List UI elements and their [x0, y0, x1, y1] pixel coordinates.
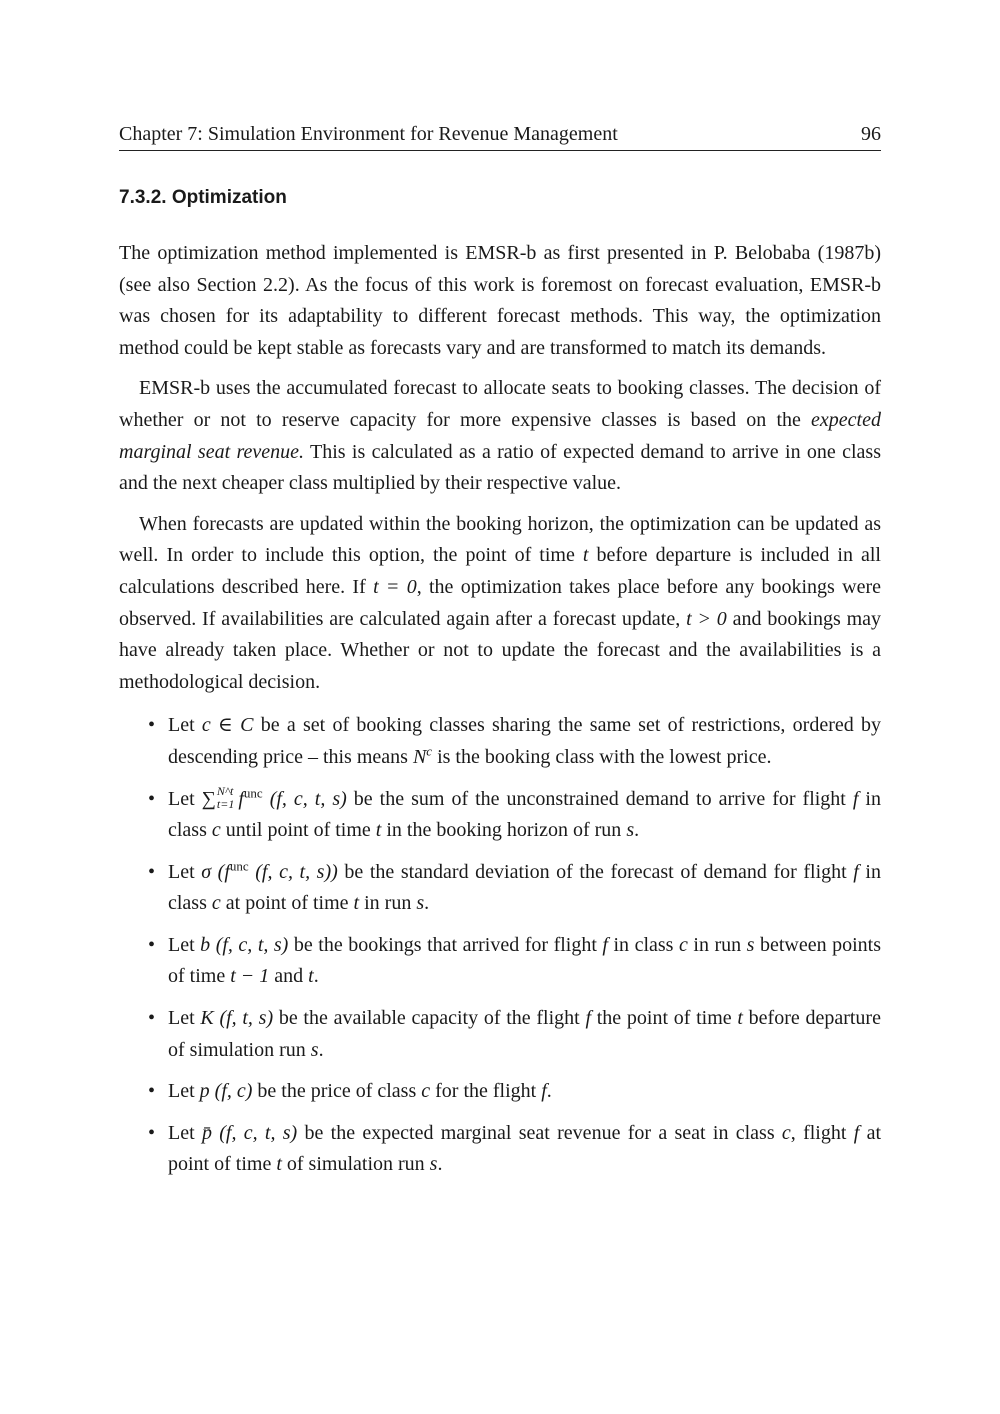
math-symbol: t — [582, 544, 589, 567]
text-run: . — [313, 965, 319, 988]
text-run: of simulation run — [281, 1153, 430, 1176]
text-run: . — [424, 892, 430, 915]
text-run: is the booking class with the lowest price. — [432, 745, 772, 768]
math-symbol: s — [429, 1153, 438, 1176]
math-expression: c ∈ C — [201, 714, 254, 737]
paragraph-2 — [119, 373, 881, 499]
text-run: Let — [168, 714, 202, 737]
math-symbol: f — [585, 1007, 591, 1030]
paragraph-3 — [119, 509, 881, 699]
bullet-icon: • — [148, 714, 156, 737]
math-symbol: t — [353, 892, 360, 915]
bullet-icon: • — [148, 860, 156, 883]
math-expression: (f, c, t, s) — [262, 787, 347, 810]
text-run: in class — [168, 860, 881, 915]
math-expression: t > 0 — [686, 607, 727, 630]
sum-upper-limit: N^t — [216, 783, 234, 798]
math-symbol: c — [211, 819, 221, 842]
bullet-icon: • — [148, 1007, 156, 1030]
text-run: between points of time — [168, 933, 882, 988]
text-run: before departure is included in all calculations described here. If — [119, 544, 881, 598]
bullet-icon: • — [148, 787, 156, 810]
text-run: When forecasts are updated within the booking horizon, the optimization can be updated as well. In order to include this option, the point of time — [119, 512, 881, 567]
text-run: be the sum of the unconstrained demand to arrive for flight — [346, 787, 853, 810]
list-item — [148, 783, 881, 847]
sum-symbol: ∑ — [201, 787, 216, 810]
text-run: be the expected marginal seat revenue for a seat in class — [297, 1121, 782, 1144]
paragraph-1: The optimization method implemented is EMSR-b as first presented in P. Belobaba (1987b) (see also Section 2.2). As the focus of this work is foremost on forecast evaluation, EMSR-b was chosen for its adaptability to different forecast methods. This way, the optimization method could be kept stable as forecasts vary and are transformed to match its demands. — [119, 242, 881, 359]
bullet-icon: • — [148, 1121, 156, 1144]
math-expression: t = 0 — [373, 575, 417, 598]
math-symbol: s — [310, 1038, 319, 1061]
math-expression — [412, 743, 433, 768]
math-symbol: c — [421, 1080, 431, 1103]
list-item — [148, 857, 881, 920]
list-item — [148, 1003, 881, 1066]
math-symbol: s — [416, 892, 425, 915]
text-run: in class — [607, 933, 679, 956]
text-run: and — [269, 965, 309, 988]
text-run: . — [546, 1080, 552, 1103]
text-run: and bookings may have already taken place. Whether or not to update the forecast and the availabilities is a methodological decision. — [119, 607, 882, 693]
math-symbol: f — [541, 1080, 547, 1103]
text-run: in run — [359, 892, 417, 915]
math-symbol: N — [412, 745, 427, 768]
math-symbol: f — [602, 933, 608, 956]
text-run: at point of time — [168, 1121, 882, 1176]
math-symbol: f — [853, 1121, 860, 1144]
math-expression: p (f, c) — [199, 1080, 253, 1103]
math-expression: K (f, t, s) — [200, 1007, 274, 1030]
math-symbol: f — [852, 787, 859, 810]
bullet-icon: • — [148, 1080, 156, 1103]
text-run: be a set of booking classes sharing the same set of restrictions, ordered by descending price – this means — [168, 714, 882, 768]
page-number: 96 — [861, 123, 881, 145]
math-symbol: c — [211, 892, 221, 915]
definition-list — [119, 710, 881, 1181]
bullet-icon: • — [148, 933, 156, 956]
math-expression: t − 1 — [230, 965, 270, 988]
chapter-title: Chapter 7: Simulation Environment for Revenue Management — [119, 123, 618, 145]
document-page — [119, 0, 881, 1414]
running-header — [119, 121, 881, 151]
math-symbol: f — [853, 860, 859, 883]
math-superscript: unc — [243, 784, 263, 800]
text-run: at point of time — [220, 892, 354, 915]
math-expression: σ (f — [201, 860, 230, 883]
text-run: before departure of simulation run — [168, 1007, 881, 1061]
section-heading: 7.3.2. Optimization — [119, 187, 287, 208]
sum-lower-limit: t=1 — [216, 796, 235, 811]
text-run: be the bookings that arrived for flight — [288, 933, 603, 956]
text-run: . — [318, 1038, 324, 1061]
text-run: This is calculated as a ratio of expected demand to arrive in one class and the next cheaper class multiplied by their respective value. — [119, 440, 881, 495]
list-item — [148, 710, 882, 773]
sum-limits — [217, 785, 234, 811]
math-symbol: t — [276, 1153, 282, 1176]
text-run: EMSR-b uses the accumulated forecast to allocate seats to booking classes. The decision of whether or not to reserve capacity for more expensive classes is based on the — [119, 377, 881, 431]
text-run: Let — [168, 787, 202, 810]
text-run: , the optimization takes place before any bookings were observed. If availabilities are calculated again after a forecast update, — [119, 575, 881, 630]
math-symbol: c — [678, 933, 688, 956]
text-run: Let — [168, 1007, 201, 1030]
text-run: the point of time — [591, 1007, 738, 1030]
emphasis-term: expected marginal seat revenue. — [119, 408, 881, 463]
math-symbol: f — [238, 787, 244, 810]
text-run: Let — [168, 860, 202, 883]
text-run: in run — [687, 933, 747, 956]
text-run: in the booking horizon of run — [381, 819, 627, 842]
text-run: Let — [168, 1121, 202, 1144]
text-run: until point of time — [220, 819, 376, 842]
math-superscript: unc — [229, 858, 249, 874]
body-text — [119, 238, 881, 1191]
math-symbol: s — [746, 933, 755, 956]
text-run: be the available capacity of the flight — [273, 1007, 586, 1030]
list-item — [148, 1076, 881, 1108]
math-symbol: t — [308, 965, 314, 988]
text-run: . — [437, 1153, 443, 1176]
math-expression: b (f, c, t, s) — [200, 933, 289, 956]
text-run: in class — [168, 787, 881, 842]
math-symbol: s — [626, 819, 635, 842]
list-item — [148, 930, 882, 993]
text-run: Let — [168, 933, 201, 956]
math-expression: p̄ (f, c, t, s) — [201, 1121, 298, 1144]
text-run: . — [634, 819, 640, 842]
math-superscript: c — [426, 743, 433, 759]
math-expression: (f, c, t, s)) — [248, 860, 338, 883]
list-item — [148, 1118, 882, 1181]
text-run: be the standard deviation of the forecast of demand for flight — [337, 860, 854, 883]
text-run: , flight — [790, 1121, 854, 1144]
math-symbol: t — [375, 819, 382, 842]
math-symbol: t — [737, 1007, 743, 1030]
text-run: be the price of class — [252, 1080, 422, 1103]
text-run: for the flight — [430, 1080, 542, 1103]
text-run: Let — [168, 1080, 200, 1103]
math-symbol: c — [781, 1121, 791, 1144]
